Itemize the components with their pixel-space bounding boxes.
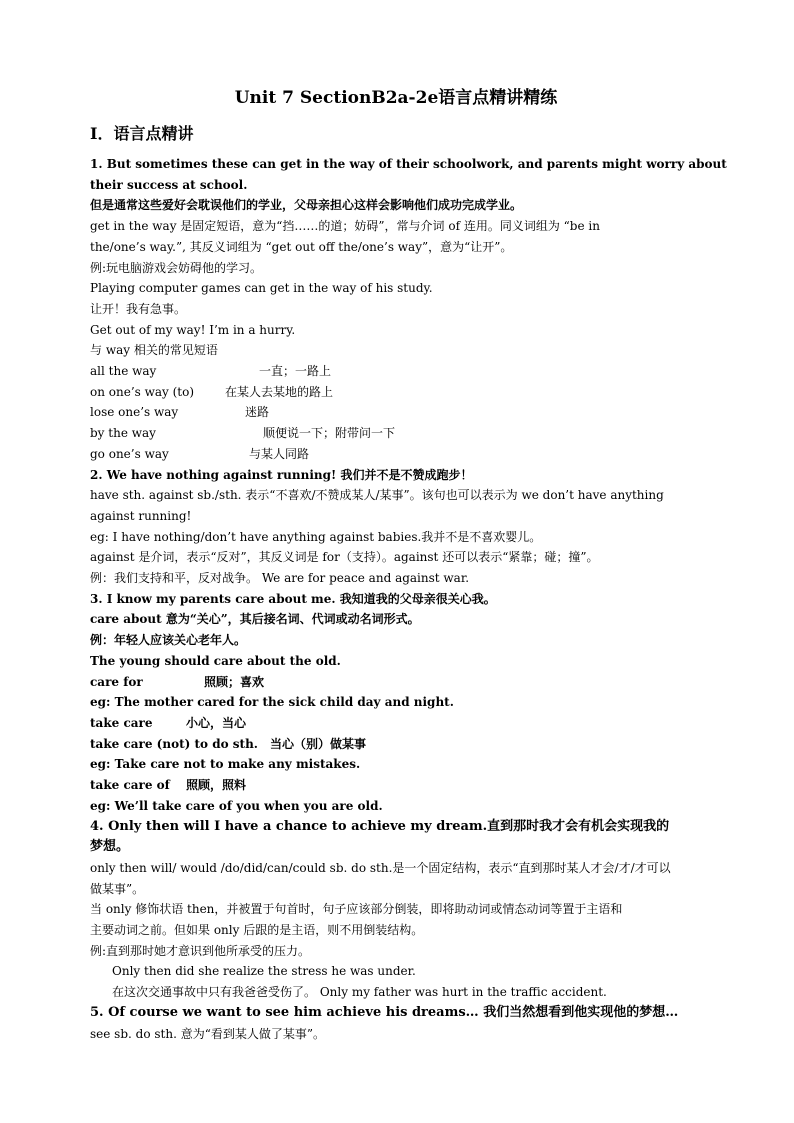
phrase-row <box>90 361 702 382</box>
point-4-explanation-2: 当 only 修饰状语 then，并被置于句首时，句子应该部分倒装，即将助动词或情态动词等置于主语和 <box>90 902 623 917</box>
phrase-en: go one’s way <box>90 446 169 461</box>
phrase-row <box>90 423 702 444</box>
phrase-cn: 顺便说一下；附带问一下 <box>263 426 396 441</box>
phrase-row <box>90 775 702 796</box>
phrase-cn: 小心，当心 <box>186 715 247 730</box>
phrase-en: by the way <box>90 426 156 441</box>
phrases-title: 与 way 相关的常见短语 <box>90 343 218 358</box>
phrase-row <box>90 444 702 465</box>
point-3-heading: 3. I know my parents care about me. 我知道我的父母亲很关心我。 <box>90 591 496 606</box>
point-2-explanation: have sth. against sb./sth. 表示“不喜欢/不赞成某人/某事”。该句也可以表示为 we don’t have anything <box>90 488 664 503</box>
phrase-example: eg: We’ll take care of you when you are old. <box>90 798 383 813</box>
point-2-example: eg: I have nothing/don’t have anything against babies.我并不是不喜欢婴儿。 <box>90 529 542 544</box>
phrase-cn: 迷路 <box>245 405 270 420</box>
point-1-example2-en: Get out of my way! I’m in a hurry. <box>90 322 296 337</box>
point-4-example-en: Only then did she realize the stress he was under. <box>112 964 416 979</box>
point-1-explanation: get in the way 是固定短语，意为“挡……的道；妨碍”，常与介词 of 连用。同义词组为 “be in <box>90 219 600 234</box>
point-4-explanation-cont: 做某事”。 <box>90 881 145 896</box>
point-1-example-en: Playing computer games can get in the way of his study. <box>90 281 433 296</box>
phrase-en: take care of <box>90 778 170 793</box>
phrase-row <box>90 382 702 403</box>
point-4-explanation: only then will/ would /do/did/can/could sb. do sth.是一个固定结构，表示“直到那时某人才会/才/才可以 <box>90 860 671 875</box>
point-1-explanation-cont: the/one’s way.”, 其反义词组为 “get out off the/one’s way”，意为“让开”。 <box>90 239 513 254</box>
phrase-en: all the way <box>90 364 157 379</box>
point-2-heading: 2. We have nothing against running! 我们并不是不赞成跑步！ <box>90 467 473 482</box>
point-1-example-cn: 例:玩电脑游戏会妨碍他的学习。 <box>90 260 263 275</box>
phrase-cn: 与某人同路 <box>249 446 310 461</box>
point-1-heading-cont: their success at school. <box>90 177 248 192</box>
phrase-en: on one’s way (to) <box>90 384 195 399</box>
point-3-explanation: care about 意为“关心”，其后接名词、代词或动名词形式。 <box>90 612 420 627</box>
point-3-example-cn: 例：年轻人应该关心老年人。 <box>90 633 247 648</box>
point-2-explanation-cont: against running! <box>90 508 192 523</box>
point-2-example-2: 例：我们支持和平，反对战争。 We are for peace and against war. <box>90 571 470 586</box>
phrase-cn: 照顾；喜欢 <box>204 674 265 689</box>
point-5-explanation: see sb. do sth. 意为“看到某人做了某事”。 <box>90 1026 325 1041</box>
point-4-heading-cont: 梦想。 <box>90 839 130 855</box>
point-4-explanation-2-cont: 主要动词之前。但如果 only 后跟的是主语，则不用倒装结构。 <box>90 923 424 938</box>
document-page <box>90 88 727 1044</box>
point-1-heading: 1. But sometimes these can get in the way of their schoolwork, and parents might worry about <box>90 157 727 171</box>
phrase-cn: 一直；一路上 <box>259 364 332 379</box>
phrase-cn: 在某人去某地的路上 <box>225 384 334 399</box>
point-1-translation: 但是通常这些爱好会耽误他们的学业，父母亲担心这样会影响他们成功完成学业。 <box>90 198 523 213</box>
phrase-example: take care (not) to do sth. 当心（别）做某事 <box>90 736 366 751</box>
point-2-explanation-2: against 是介词，表示“反对”，其反义词是 for（支持）。against 还可以表示“紧靠；碰；撞”。 <box>90 550 599 565</box>
point-5-heading: 5. Of course we want to see him achieve his dreams… 我们当然想看到他实现他的梦想… <box>90 1004 679 1020</box>
phrase-en: lose one’s way <box>90 405 179 420</box>
point-4-example-2: 在这次交通事故中只有我爸爸受伤了。 Only my father was hurt in the traffic accident. <box>112 985 607 1000</box>
section-heading: I．语言点精讲 <box>90 124 194 143</box>
point-4-heading: 4. Only then will I have a chance to achieve my dream.直到那时我才会有机会实现我的 <box>90 818 670 834</box>
page-title: Unit 7 SectionB2a-2e语言点精讲精练 <box>234 88 558 108</box>
phrase-list <box>90 361 702 465</box>
phrase-en: care for <box>90 674 143 689</box>
phrase-row <box>90 713 702 734</box>
point-1-example2-cn: 让开！我有急事。 <box>90 301 187 316</box>
phrase-example: eg: The mother cared for the sick child day and night. <box>90 695 454 710</box>
phrase-cn: 照顾，照料 <box>186 778 247 793</box>
phrase-example: eg: Take care not to make any mistakes. <box>90 757 361 772</box>
phrase-row <box>90 672 702 693</box>
phrase-en: take care <box>90 715 153 730</box>
point-4-example-cn: 例:直到那时她才意识到他所承受的压力。 <box>90 943 311 958</box>
point-3-example-en: The young should care about the old. <box>90 653 341 668</box>
point-3-phrase-list <box>90 672 702 817</box>
phrase-row <box>90 402 702 423</box>
